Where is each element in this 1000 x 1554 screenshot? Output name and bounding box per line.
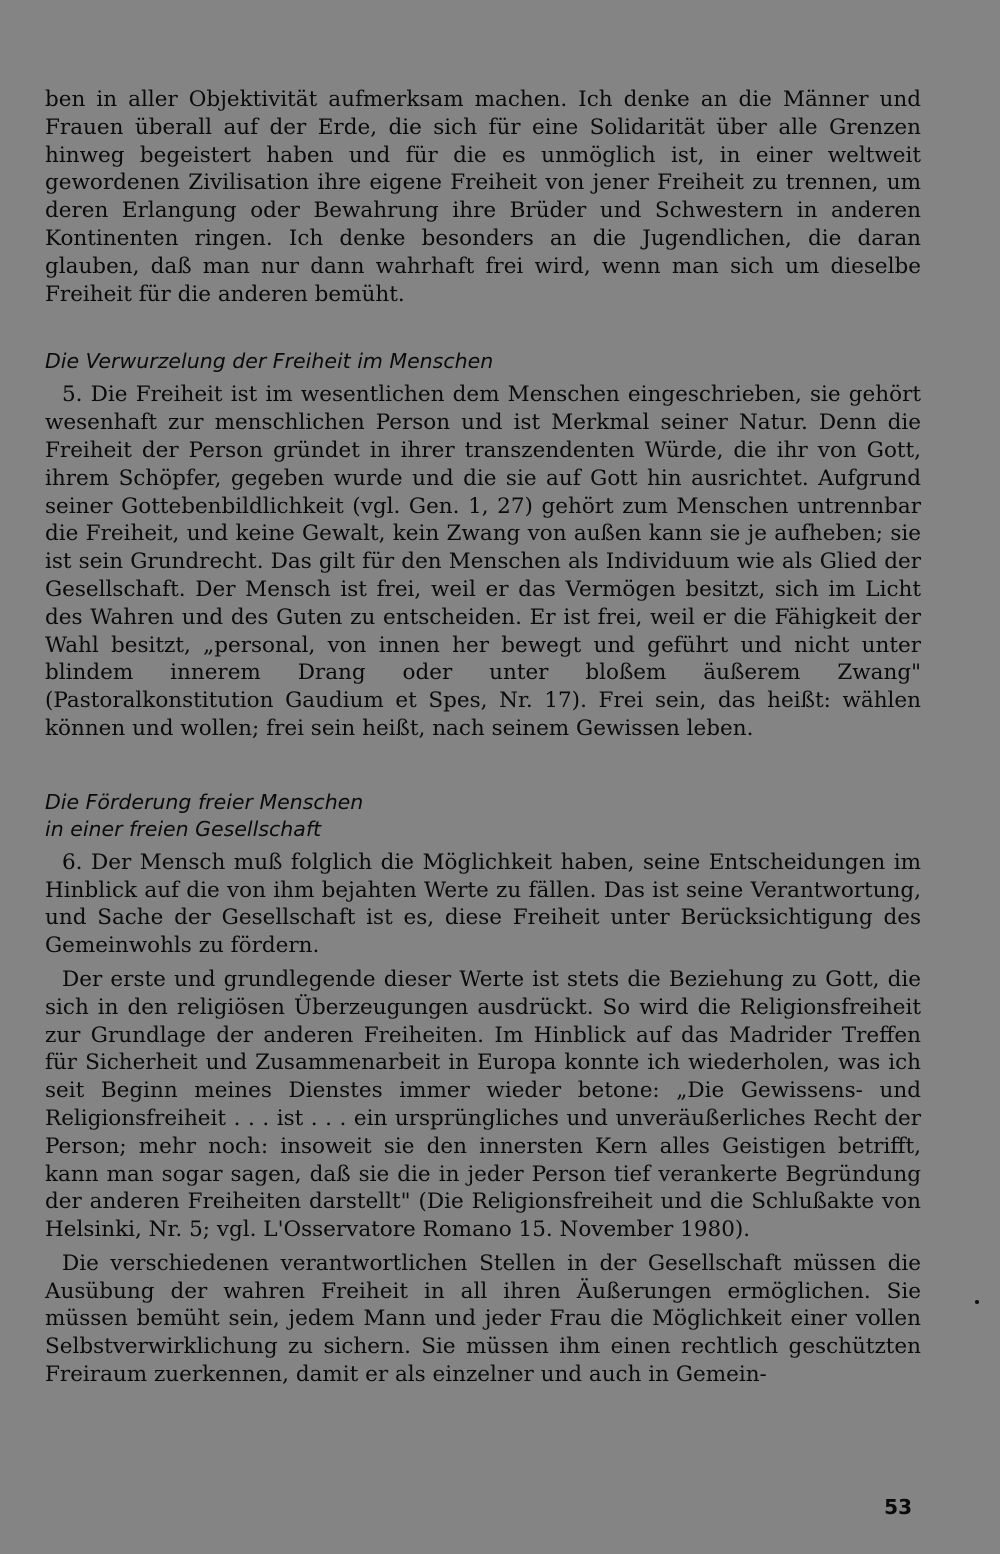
section-6-heading-line-2: in einer freien Gesellschaft (45, 816, 322, 841)
section-6-paragraph-3: Die verschiedenen verantwortlichen Stellen in der Gesellschaft müssen die Ausübung der wahren Freiheit in all ihren Äußerungen ermöglichen. Sie müssen bemüht sein, jedem Mann und jeder Frau die Möglichkeit einer vollen Selbstverwirklichung zu sichern. Sie müssen ihm einen rechtlich geschützten Freiraum zuerkennen, damit er als einzelner und auch in Gemein- (45, 1250, 921, 1388)
opening-paragraph: ben in aller Objektivität aufmerksam machen. Ich denke an die Männer und Frauen überall auf der Erde, die sich für eine Solidarität über alle Grenzen hinweg begeistert haben und für die es unmöglich ist, in einer weltweit gewordenen Zivilisation ihre eigene Freiheit von jener Freiheit zu trennen, um deren Erlangung oder Bewahrung ihre Brüder und Schwestern in anderen Kontinenten ringen. Ich denke besonders an die Jugendlichen, die daran glauben, daß man nur dann wahrhaft frei wird, wenn man sich um dieselbe Freiheit für die anderen bemüht. (45, 87, 921, 307)
page-number: 53 (884, 1495, 912, 1519)
document-page (45, 86, 921, 1389)
section-6-paragraph-1: 6. Der Mensch muß folglich die Möglichkeit haben, seine Entscheidungen im Hinblick auf die von ihm bejahten Werte zu fällen. Das ist seine Verantwortung, und Sache der Gesellschaft ist es, diese Freiheit unter Berücksichtigung des Gemeinwohls zu fördern. (45, 849, 921, 959)
section-6-heading-line-1: Die Förderung freier Menschen (45, 789, 364, 814)
section-5-heading: Die Verwurzelung der Freiheit im Menschen (45, 349, 494, 374)
section-6-heading (45, 789, 921, 843)
section-6-paragraph-2: Der erste und grundlegende dieser Werte ist stets die Beziehung zu Gott, die sich in den religiösen Überzeugungen ausdrückt. So wird die Religionsfreiheit zur Grundlage der anderen Freiheiten. Im Hinblick auf das Madrider Treffen für Sicherheit und Zusammenarbeit in Europa konnte ich wiederholen, was ich seit Beginn meines Dienstes immer wieder betone: „Die Gewissens- und Religionsfreiheit . . . ist . . . ein ursprüngliches und unveräußerliches Recht der Person; mehr noch: insoweit sie den innersten Kern alles Geistigen betrifft, kann man sogar sagen, daß sie die in jeder Person tief verankerte Begründung der anderen Freiheiten darstellt" (Die Religionsfreiheit und die Schlußakte von Helsinki, Nr. 5; vgl. L'Osservatore Romano 15. November 1980). (45, 966, 921, 1243)
scan-speck (975, 1300, 979, 1304)
section-5-paragraph: 5. Die Freiheit ist im wesentlichen dem Menschen eingeschrieben, sie gehört wesenhaft zur menschlichen Person und ist Merkmal seiner Natur. Denn die Freiheit der Person gründet in ihrer transzendenten Würde, die ihr von Gott, ihrem Schöpfer, gegeben wurde und die sie auf Gott hin ausrichtet. Aufgrund seiner Gottebenbildlichkeit (vgl. Gen. 1, 27) gehört zum Menschen untrennbar die Freiheit, und keine Gewalt, kein Zwang von außen kann sie je aufheben; sie ist sein Grundrecht. Das gilt für den Menschen als Individuum wie als Glied der Gesellschaft. Der Mensch ist frei, weil er das Vermögen besitzt, sich im Licht des Wahren und des Guten zu entscheiden. Er ist frei, weil er die Fähigkeit der Wahl besitzt, „personal, von innen her bewegt und geführt und nicht unter blindem innerem Drang oder unter bloßem äußerem Zwang" (Pastoralkonstitution Gaudium et Spes, Nr. 17). Frei sein, das heißt: wählen können und wollen; frei sein heißt, nach seinem Gewissen leben. (45, 382, 921, 741)
